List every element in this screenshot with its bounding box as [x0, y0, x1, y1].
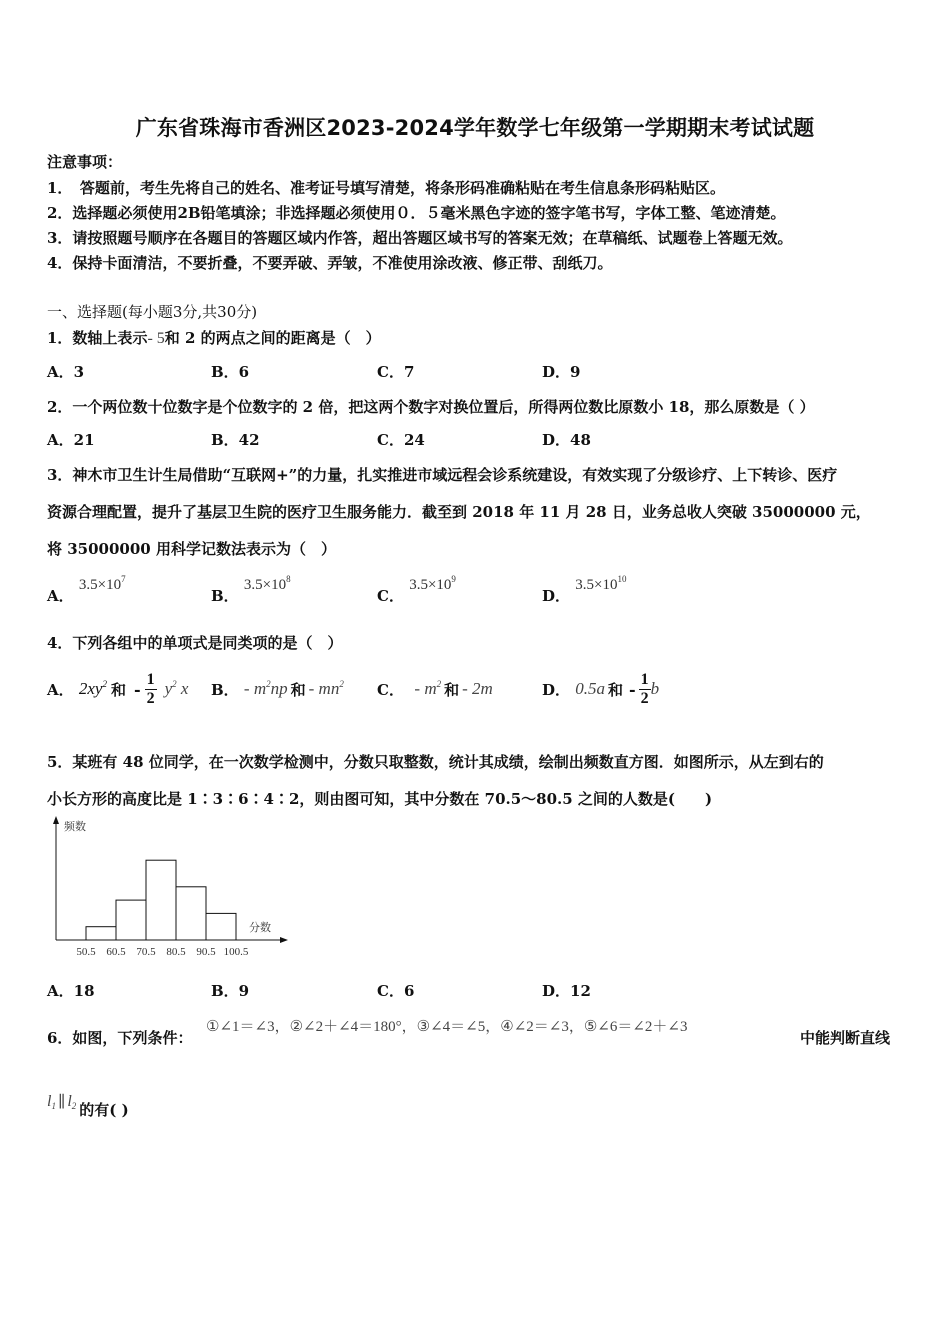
q5-option-d[interactable]: D．12 [542, 982, 591, 1000]
histogram-bar-1 [86, 927, 116, 940]
q4-option-c[interactable]: C． - $m^2$ 和 - 2m [377, 679, 493, 699]
histogram-bar-4 [176, 887, 206, 940]
notice-item-1: 1． 答题前，考生先将自己的姓名、准考证号填写清楚，将条形码准确粘贴在考生信息条形码粘贴区。 [47, 179, 725, 197]
q1-option-c[interactable]: C．7 [377, 363, 415, 381]
question-3-line-1: 3．神木市卫生计生局借助“互联网+”的力量，扎实推进市域远程会诊系统建设，有效实现了分级诊疗、上下转诊、医疗 [47, 466, 838, 484]
q4-b-term1: - $m^2np$ [243, 679, 288, 698]
notice-heading: 注意事项： [47, 153, 123, 171]
page-title: 广东省珠海市香洲区2023-2024学年数学七年级第一学期期末考试试题 [135, 116, 815, 140]
question-3-line-2: 资源合理配置，提升了基层卫生院的医疗卫生服务能力．截至到 2018 年 11 月 28 日，业务总收人突破 35000000 元， [47, 503, 871, 521]
x-tick-label: 50.5 [76, 946, 96, 958]
q2-option-b[interactable]: B．42 [211, 431, 260, 449]
l1-symbol: $l_1$ [47, 1092, 56, 1111]
q4-option-b[interactable]: B． - $m^2np$ 和 - $mn^2$ [211, 679, 344, 699]
q2-option-a[interactable]: A．21 [47, 431, 95, 449]
q4-d-term1: 0.5a [575, 679, 605, 698]
y-axis-arrow [53, 816, 59, 824]
histogram-bar-3 [146, 860, 176, 940]
q5-option-b[interactable]: B．9 [211, 982, 250, 1000]
notice-item-3: 3．请按照题号顺序在各题目的答题区域内作答，超出答题区域书写的答案无效；在草稿纸、试题卷上答题无效。 [47, 229, 793, 247]
q1-expr: - 5 [147, 330, 165, 347]
q1-option-b[interactable]: B．6 [211, 363, 250, 381]
question-2: 2．一个两位数十位数字是个位数字的 2 倍，把这两个数字对换位置后，所得两位数比原数小 18，那么原数是（ ） [47, 398, 815, 416]
q1-pre: 1．数轴上表示 [47, 329, 148, 347]
q3-label-d: D． [542, 587, 571, 605]
y-axis-label: 频数 [64, 820, 86, 833]
question-5-line-2: 小长方形的高度比是 1∶3∶6∶4∶2，则由图可知，其中分数在 70.5～80.5 之间的人数是( ) [47, 790, 713, 808]
q4-b-term2: - $mn^2$ [308, 679, 344, 698]
parallel-symbol: ∥ [57, 1093, 66, 1111]
q4-a-term2: $y^2$ x [164, 679, 189, 698]
question-6-line-2 [47, 1091, 129, 1119]
x-tick-label: 100.5 [223, 946, 249, 958]
question-6-conditions: ①∠1＝∠3，②∠2＋∠4＝180°，③∠4＝∠5，④∠2＝∠3，⑤∠6＝∠2＋∠3 [206, 1019, 688, 1035]
q5-option-c[interactable]: C．6 [377, 982, 415, 1000]
q3-value-c: $3.5\times 10^9$ [409, 574, 456, 593]
question-6-prefix: 6．如图，下列条件： [47, 1029, 193, 1047]
question-1 [47, 327, 381, 348]
q3-label-c: C． [377, 587, 404, 605]
notice-item-4: 4．保持卡面清洁，不要折叠，不要弄破、弄皱，不准使用涂改液、修正带、刮纸刀。 [47, 254, 613, 272]
section-heading: 一、选择题(每小题3分,共30分) [47, 303, 258, 321]
x-axis-label: 分数 [249, 921, 271, 934]
q4-a-fraction: $\frac{1}{2}$ [146, 670, 155, 707]
q4-a-term1: $2xy^2$ [78, 679, 107, 698]
q3-option-a[interactable] [47, 574, 126, 606]
q4-option-d[interactable]: D． 0.5a 和 - $\frac{1}{2}$ b [542, 670, 660, 707]
q4-c-term1: - $m^2$ [414, 679, 442, 698]
question-3-line-3: 将 35000000 用科学记数法表示为（ ） [47, 540, 336, 558]
q4-d-fraction: $\frac{1}{2}$ [640, 670, 649, 707]
q2-option-c[interactable]: C．24 [377, 431, 425, 449]
q3-option-d[interactable] [542, 574, 627, 606]
q4-d-term2: b [650, 679, 660, 698]
q3-value-d: $3.5\times 10^{10}$ [575, 574, 627, 593]
q1-option-a[interactable]: A．3 [47, 363, 85, 381]
question-4: 4．下列各组中的单项式是同类项的是（ ） [47, 634, 343, 652]
question-6-tail: 的有( ) [79, 1101, 129, 1119]
q3-label-b: B． [211, 587, 239, 605]
question-5-line-1: 5．某班有 48 位同学，在一次数学检测中，分数只取整数，统计其成绩，绘制出频数直方图．如图所示，从左到右的 [47, 753, 824, 771]
q2-option-d[interactable]: D．48 [542, 431, 591, 449]
x-axis-arrow [280, 937, 288, 943]
x-tick-label: 90.5 [196, 946, 216, 958]
frequency-histogram [40, 814, 290, 966]
notice-item-2: 2．选择题必须使用2B铅笔填涂；非选择题必须使用０．５毫米黑色字迹的签字笔书写，字体工整、笔迹清楚。 [47, 204, 786, 222]
q3-value-b: $3.5\times 10^8$ [243, 574, 291, 593]
histogram-bar-5 [206, 913, 236, 940]
q5-option-a[interactable]: A．18 [47, 982, 95, 1000]
q3-value-a: $3.5\times 10^7$ [78, 574, 126, 593]
x-tick-label: 70.5 [136, 946, 156, 958]
histogram-bar-2 [116, 900, 146, 940]
q3-option-b[interactable] [211, 574, 291, 606]
l2-symbol: $l_2$ [67, 1092, 77, 1111]
question-6-suffix: 中能判断直线 [800, 1029, 891, 1047]
q1-post: 和 2 的两点之间的距离是（ ） [164, 329, 381, 347]
q4-c-term2: - 2m [462, 679, 493, 698]
x-tick-label: 80.5 [166, 946, 186, 958]
q3-option-c[interactable] [377, 574, 456, 606]
q3-label-a: A． [47, 587, 74, 605]
q4-option-a[interactable]: A． $2xy^2$ 和 - $\frac{1}{2}$ $y^2$ x [47, 670, 189, 707]
q1-option-d[interactable]: D．9 [542, 363, 581, 381]
x-tick-label: 60.5 [106, 946, 126, 958]
